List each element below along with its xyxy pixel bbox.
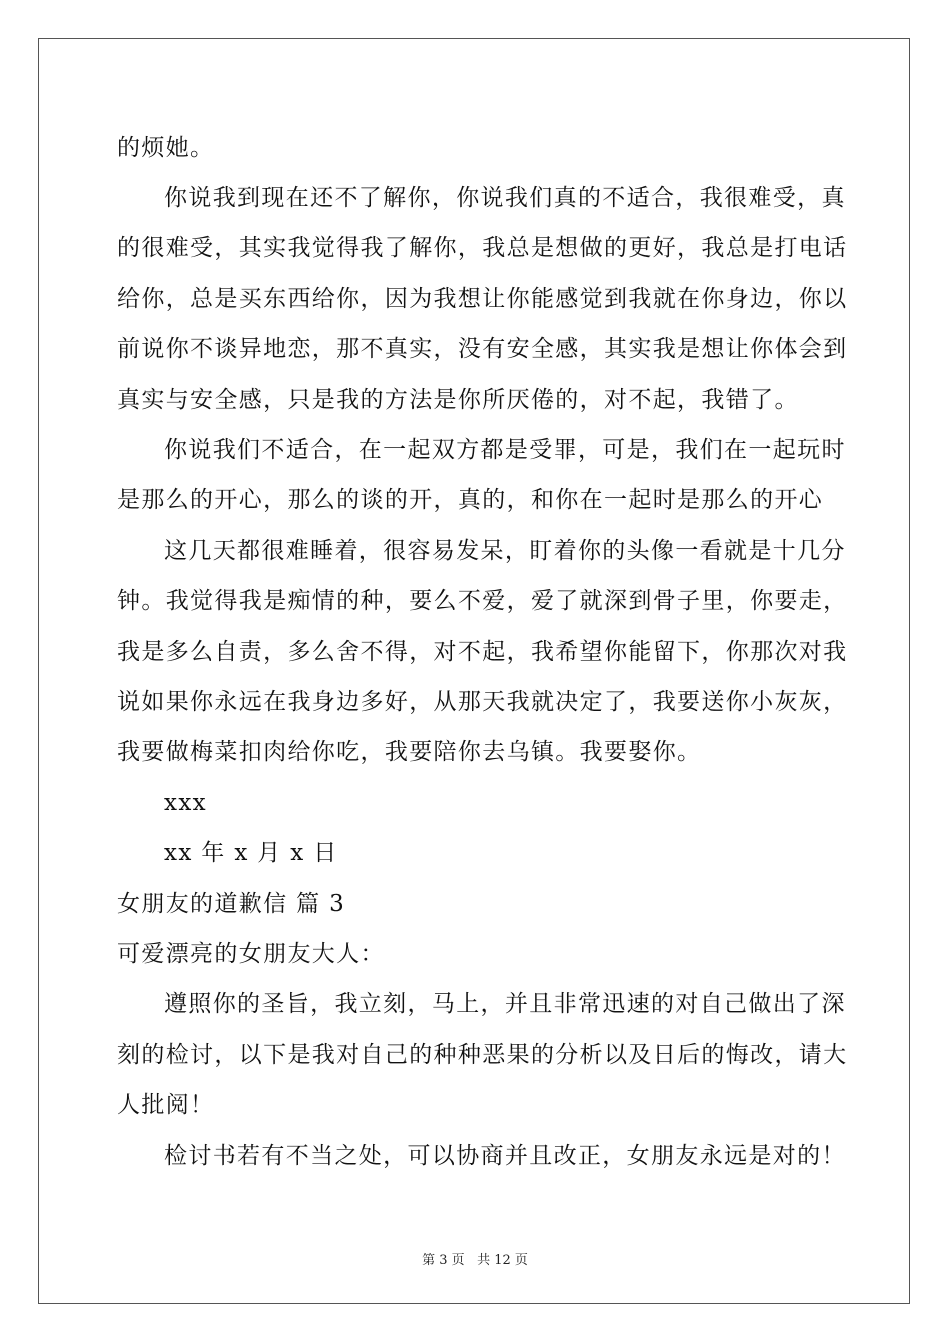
text-line: 前说你不谈异地恋，那不真实，没有安全感，其实我是想让你体会到 bbox=[117, 336, 848, 362]
paragraph-start: 你说我们不适合，在一起双方都是受罪，可是，我们在一起玩时 bbox=[164, 437, 846, 463]
text-line: 的烦她。 bbox=[117, 135, 215, 161]
page-footer bbox=[0, 1249, 950, 1268]
text-line: 人批阅！ bbox=[117, 1092, 215, 1118]
paragraph-start: 这几天都很难睡着，很容易发呆，盯着你的头像一看就是十几分 bbox=[164, 538, 846, 564]
date-line: xx 年 x 月 x 日 bbox=[164, 840, 338, 866]
text-line: 我要做梅菜扣肉给你吃，我要陪你去乌镇。我要娶你。 bbox=[117, 739, 702, 765]
text-line: 给你，总是买东西给你，因为我想让你能感觉到我就在你身边，你以 bbox=[117, 286, 848, 312]
text-line: 的很难受，其实我觉得我了解你，我总是想做的更好，我总是打电话 bbox=[117, 235, 848, 261]
paragraph-start: 你说我到现在还不了解你，你说我们真的不适合，我很难受，真 bbox=[164, 185, 846, 211]
text-line: 是那么的开心，那么的谈的开，真的，和你在一起时是那么的开心 bbox=[117, 487, 824, 513]
signature: xxx bbox=[164, 790, 207, 816]
text-line: 我是多么自责，多么舍不得，对不起，我希望你能留下，你那次对我 bbox=[117, 639, 848, 665]
page-number: 第 3 页 bbox=[422, 1253, 465, 1268]
salutation: 可爱漂亮的女朋友大人： bbox=[117, 941, 385, 967]
paragraph-start: 遵照你的圣旨，我立刻，马上，并且非常迅速的对自己做出了深 bbox=[164, 991, 846, 1017]
section-heading: 女朋友的道歉信 篇 3 bbox=[117, 891, 346, 917]
text-line: 刻的检讨，以下是我对自己的种种恶果的分析以及日后的悔改，请大 bbox=[117, 1042, 848, 1068]
paragraph-start: 检讨书若有不当之处，可以协商并且改正，女朋友永远是对的！ bbox=[164, 1143, 846, 1169]
page-total: 共 12 页 bbox=[477, 1253, 528, 1268]
text-line: 说如果你永远在我身边多好，从那天我就决定了，我要送你小灰灰， bbox=[117, 689, 848, 715]
text-line: 钟。我觉得我是痴情的种，要么不爱，爱了就深到骨子里，你要走， bbox=[117, 588, 848, 614]
text-line: 真实与安全感，只是我的方法是你所厌倦的，对不起，我错了。 bbox=[117, 387, 799, 413]
